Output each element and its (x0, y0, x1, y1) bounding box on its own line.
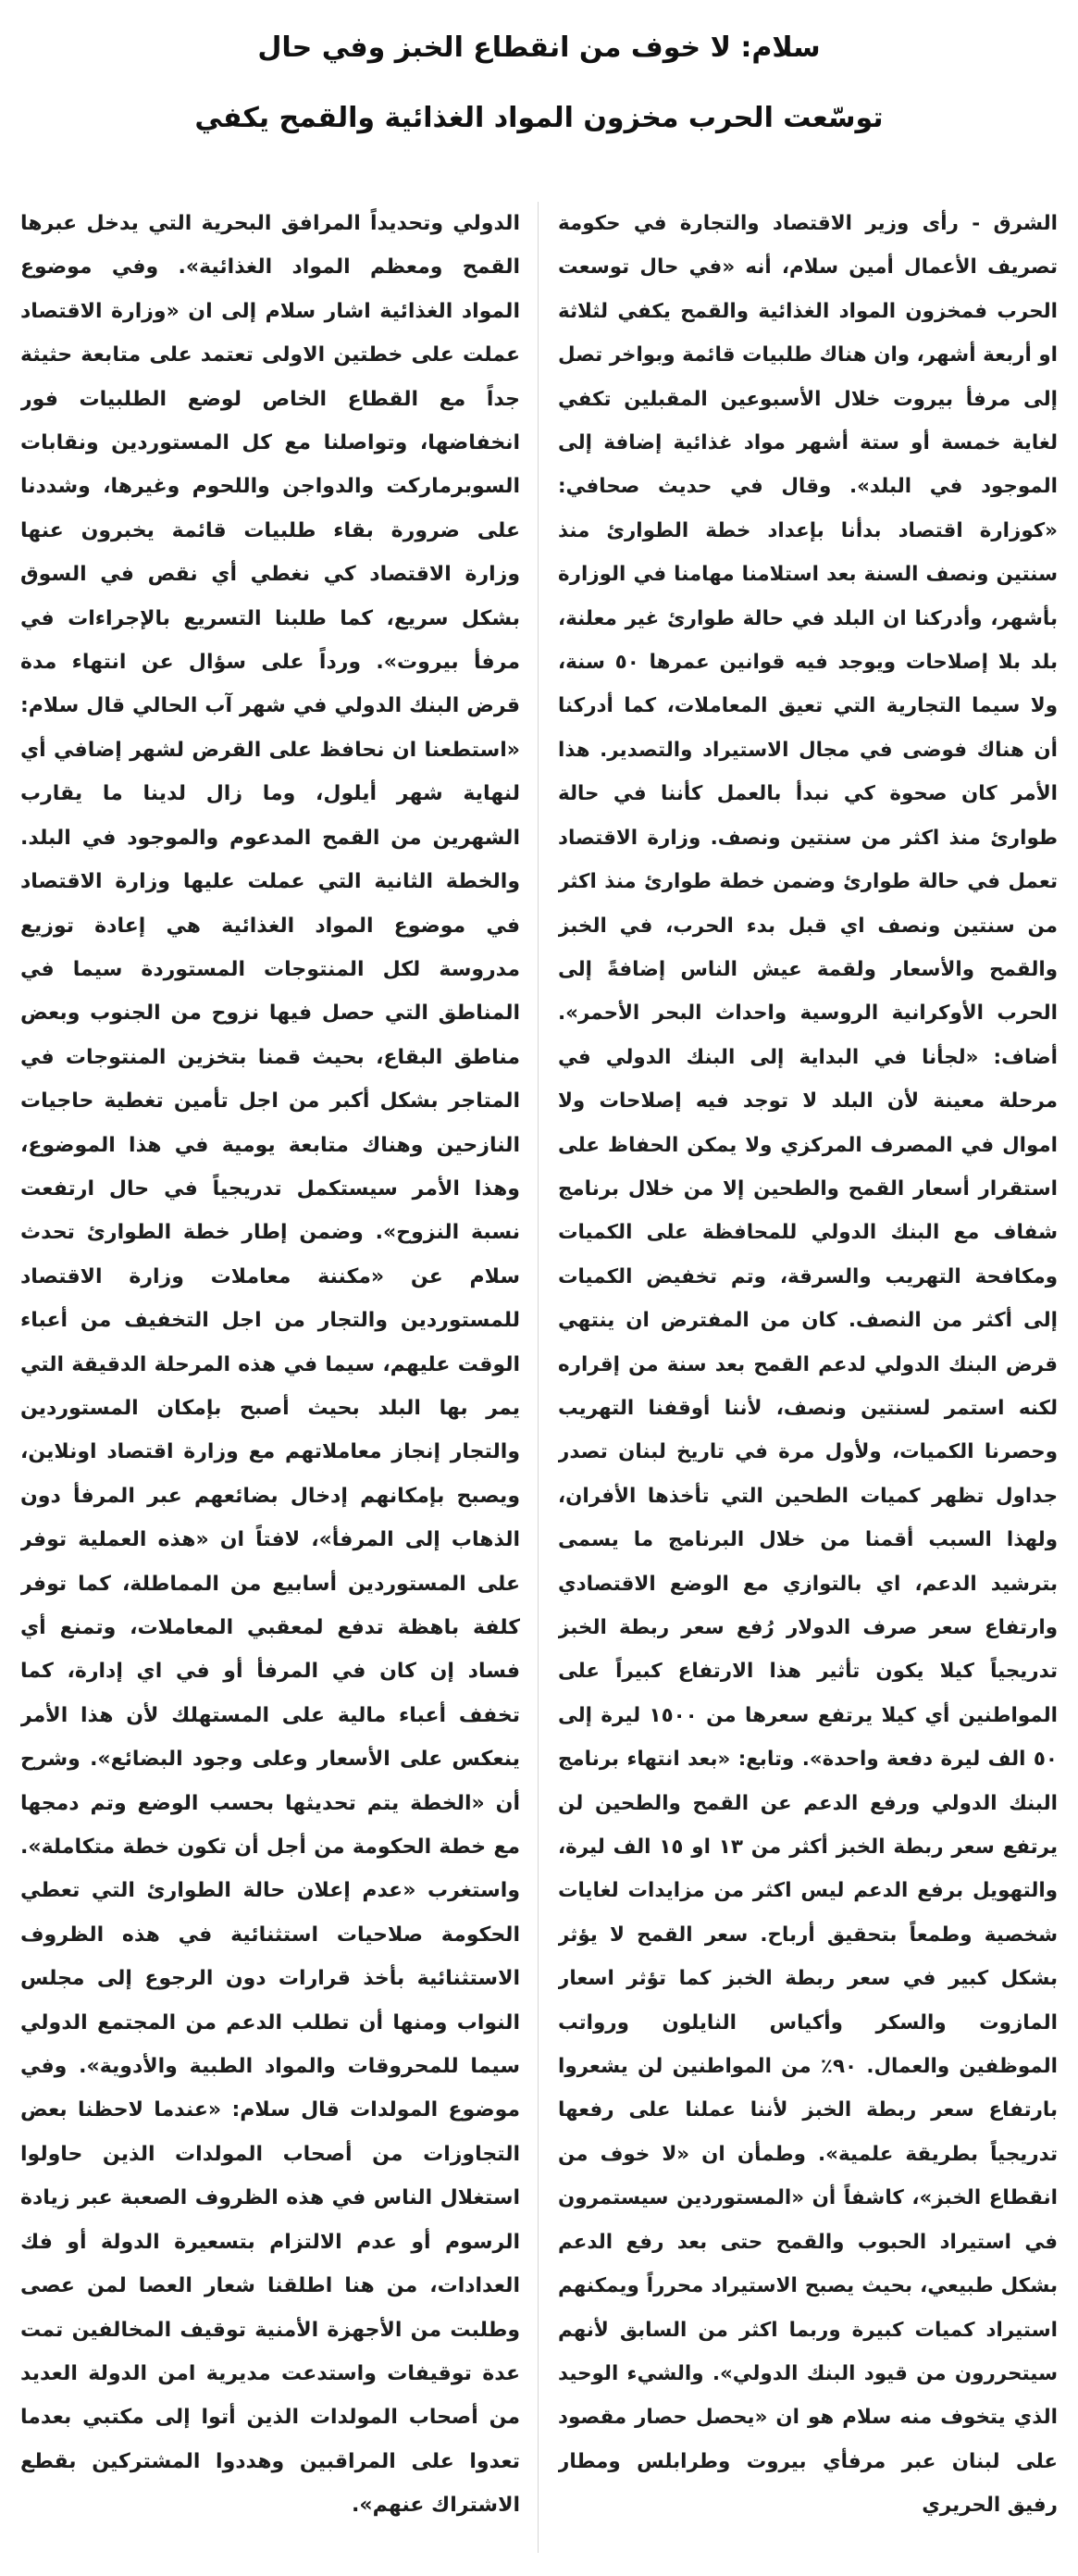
article-body (20, 202, 1058, 2553)
headline (20, 13, 1058, 154)
headline-line-1: سلام: لا خوف من انقطاع الخبز وفي حال (257, 31, 821, 64)
article-paragraph: الشرق - رأى وزير الاقتصاد والتجارة في حكومة تصريف الأعمال أمين سلام، أنه «في حال توسعت الحرب فمخزون المواد الغذائية والقمح يكفي لثلاثة او أربعة أشهر، وان هناك طلبيات قائمة وبواخر تصل إلى مرفأ بيروت خلال الأسبوعين المقبلين تكفي لغاية خمسة أو ستة أشهر مواد غذائية إضافة إلى الموجود في البلد». وقال في حديث صحافي: «كوزارة اقتصاد بدأنا بإعداد خطة الطوارئ منذ سنتين ونصف السنة بعد استلامنا مهامنا في الوزارة بأشهر، وأدركنا ان البلد في حالة طوارئ غير معلنة، بلد بلا إصلاحات ويوجد فيه قوانين عمرها ٥٠ سنة، ولا سيما التجارية التي تعيق المعاملات، كما أدركنا أن هناك فوضى في مجال الاستيراد والتصدير. هذا الأمر كان صحوة كي نبدأ بالعمل كأننا في حالة طوارئ منذ اكثر من سنتين ونصف. وزارة الاقتصاد تعمل في حالة طوارئ وضمن خطة طوارئ منذ اكثر من سنتين ونصف اي قبل بدء الحرب، في الخبز والقمح والأسعار ولقمة عيش الناس إضافةً إلى الحرب الأوكرانية الروسية واحداث البحر الأحمر». أضاف: «لجأنا في البداية إلى البنك الدولي في مرحلة معينة لأن البلد لا توجد فيه إصلاحات ولا اموال في المصرف المركزي ولا يمكن الحفاظ على استقرار أسعار القمح والطحين إلا من خلال برنامج شفاف مع البنك الدولي للمحافظة على الكميات ومكافحة التهريب والسرقة، وتم تخفيض الكميات إلى أكثر من النصف. كان من المفترض ان ينتهي قرض البنك الدولي لدعم القمح بعد سنة من إقراره لكنه استمر لسنتين ونصف، لأننا أوقفنا التهريب وحصرنا الكميات، ولأول مرة في تاريخ لبنان تصدر جداول تظهر كميات الطحين التي تأخذها الأفران، ولهذا السبب أقمنا من خلال البرنامج ما يسمى بترشيد الدعم، اي بالتوازي مع الوضع الاقتصادي وارتفاع سعر صرف الدولار رُفع سعر ربطة الخبز تدريجياً كيلا يكون تأثير هذا الارتفاع كبيراً على المواطنين أي كيلا يرتفع سعرها من ١٥٠٠ ليرة إلى ٥٠ الف ليرة دفعة واحدة». وتابع: «بعد انتهاء برنامج البنك الدولي ورفع الدعم عن القمح والطحين لن يرتفع سعر ربطة الخبز أكثر من ١٣ او ١٥ الف ليرة، والتهويل برفع الدعم ليس اكثر من مزايدات لغايات شخصية وطمعاً بتحقيق أرباح. سعر القمح لا يؤثر بشكل كبير في سعر ربطة الخبز كما تؤثر اسعار المازوت والسكر وأكياس النايلون ورواتب الموظفين والعمال. ٩٠٪ من المواطنين لن يشعروا بارتفاع سعر ربطة الخبز لأننا عملنا على رفعها تدريجياً بطريقة علمية». وطمأن ان «لا خوف من انقطاع الخبز»، كاشفاً أن «المستوردين سيستمرون في استيراد الحبوب والقمح حتى بعد رفع الدعم بشكل طبيعي، بحيث يصبح الاستيراد محرراً ويمكنهم استيراد كميات كبيرة وربما اكثر من السابق لأنهم سيتحررون من قيود البنك الدولي». والشيء الوحيد الذي يتخوف منه سلام هو ان «يحصل حصار مقصود على لبنان عبر مرفأي بيروت وطرابلس ومطار رفيق الحريري (558, 212, 1058, 2518)
article-column-left (20, 202, 520, 2553)
article-column-right (558, 202, 1058, 2553)
column-divider (538, 202, 539, 2553)
article-paragraph: الدولي وتحديداً المرافق البحرية التي يدخل عبرها القمح ومعظم المواد الغذائية». وفي موضوع المواد الغذائية اشار سلام إلى ان «وزارة الاقتصاد عملت على خطتين الاولى تعتمد على متابعة حثيثة جداً مع القطاع الخاص لوضع الطلبيات فور انخفاضها، وتواصلنا مع كل المستوردين ونقابات السوبرماركت والدواجن واللحوم وغيرها، وشددنا على ضرورة بقاء طلبيات قائمة يخبرون عنها وزارة الاقتصاد كي نغطي أي نقص في السوق بشكل سريع، كما طلبنا التسريع بالإجراءات في مرفأ بيروت». ورداً على سؤال عن انتهاء مدة قرض البنك الدولي في شهر آب الحالي قال سلام: «استطعنا ان نحافظ على القرض لشهر إضافي أي لنهاية شهر أيلول، وما زال لدينا ما يقارب الشهرين من القمح المدعوم والموجود في البلد. والخطة الثانية التي عملت عليها وزارة الاقتصاد في موضوع المواد الغذائية هي إعادة توزيع مدروسة لكل المنتوجات المستوردة سيما في المناطق التي حصل فيها نزوح من الجنوب وبعض مناطق البقاع، بحيث قمنا بتخزين المنتوجات في المتاجر بشكل أكبر من اجل تأمين تغطية حاجيات النازحين وهناك متابعة يومية في هذا الموضوع، وهذا الأمر سيستكمل تدريجياً في حال ارتفعت نسبة النزوح». وضمن إطار خطة الطوارئ تحدث سلام عن «مكننة معاملات وزارة الاقتصاد للمستوردين والتجار من اجل التخفيف من أعباء الوقت عليهم، سيما في هذه المرحلة الدقيقة التي يمر بها البلد بحيث أصبح بإمكان المستوردين والتجار إنجاز معاملاتهم مع وزارة اقتصاد اونلاين، ويصبح بإمكانهم إدخال بضائعهم عبر المرفأ دون الذهاب إلى المرفأ»، لافتاً ان «هذه العملية توفر على المستوردين أسابيع من المماطلة، كما توفر كلفة باهظة تدفع لمعقبي المعاملات، وتمنع أي فساد إن كان في المرفأ أو في اي إدارة، كما تخفف أعباء مالية على المستهلك لأن هذا الأمر ينعكس على الأسعار وعلى وجود البضائع». وشرح أن «الخطة يتم تحديثها بحسب الوضع وتم دمجها مع خطة الحكومة من أجل أن تكون خطة متكاملة». واستغرب «عدم إعلان حالة الطوارئ التي تعطي الحكومة صلاحيات استثنائية في هذه الظروف الاستثنائية بأخذ قرارات دون الرجوع إلى مجلس النواب ومنها أن تطلب الدعم من المجتمع الدولي سيما للمحروقات والمواد الطبية والأدوية». وفي موضوع المولدات قال سلام: «عندما لاحظنا بعض التجاوزات من أصحاب المولدات الذين حاولوا استغلال الناس في هذه الظروف الصعبة عبر زيادة الرسوم أو عدم الالتزام بتسعيرة الدولة أو فك العدادات، من هنا اطلقنا شعار العصا لمن عصى وطلبت من الأجهزة الأمنية توقيف المخالفين تمت عدة توقيفات واستدعت مديرية امن الدولة العديد من أصحاب المولدات الذين أتوا إلى مكتبي بعدما تعدوا على المراقبين وهددوا المشتركين بقطع الاشتراك عنهم». (20, 212, 520, 2518)
headline-line-2: توسّعت الحرب مخزون المواد الغذائية والقمح يكفي (194, 102, 884, 134)
